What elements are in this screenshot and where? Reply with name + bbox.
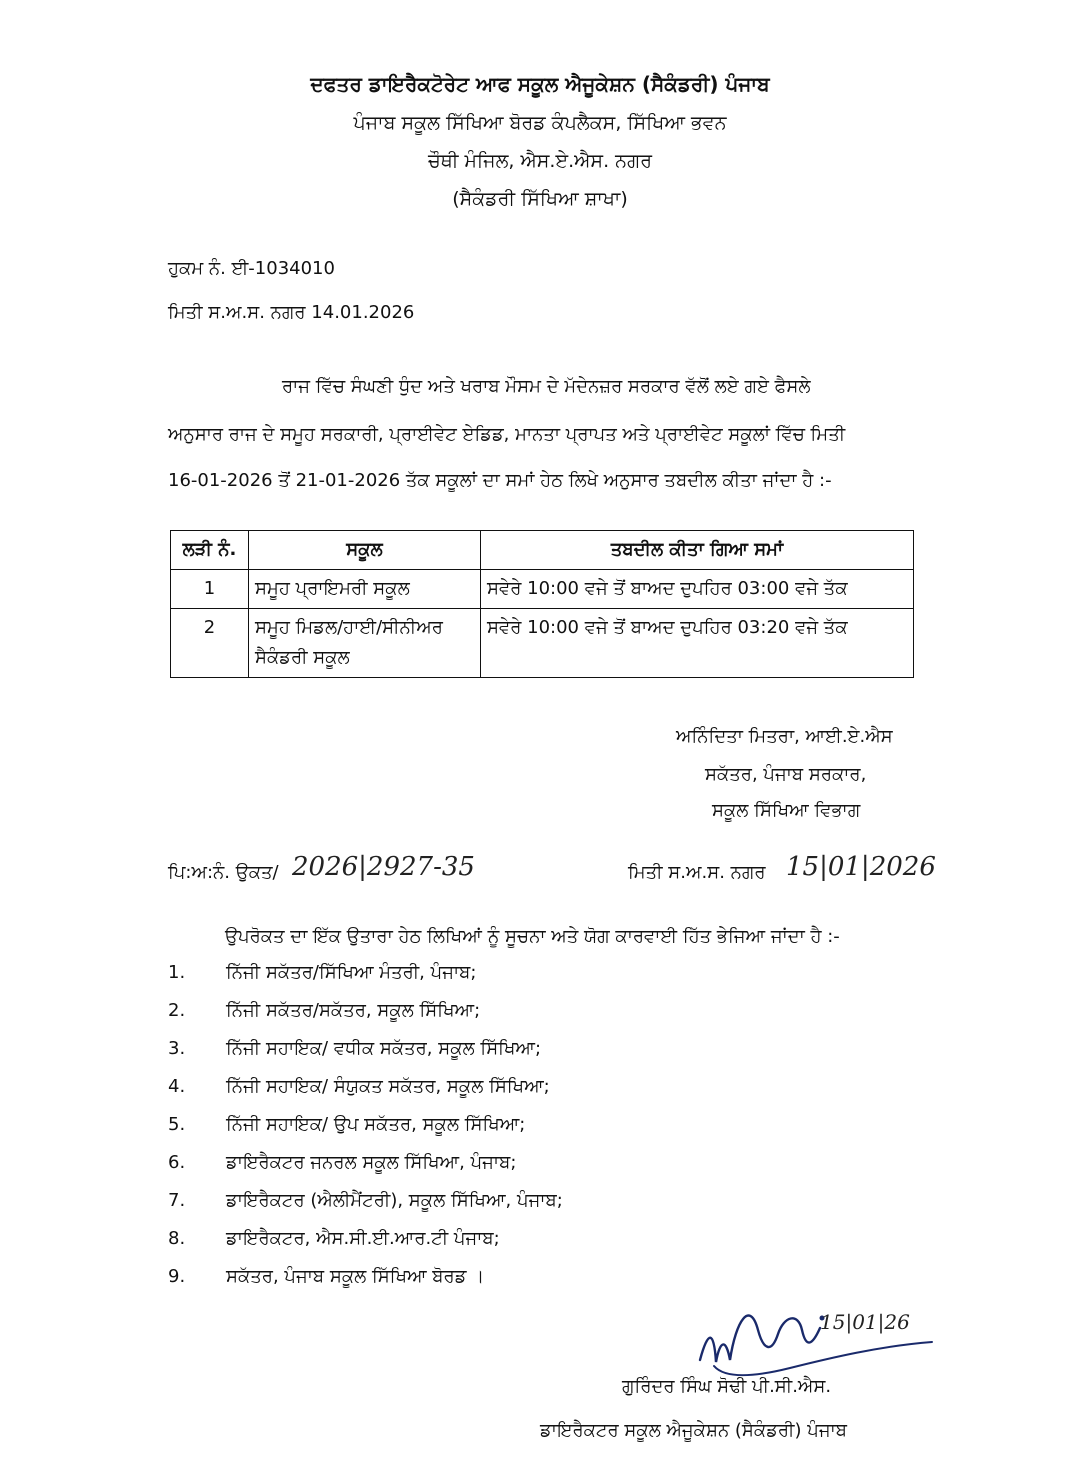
- signatory1-designation: ਸਕੱਤਰ, ਪੰਜਾਬ ਸਰਕਾਰ,: [705, 764, 867, 785]
- endorsement-date-label: ਮਿਤੀ ਸ.ਅ.ਸ. ਨਗਰ: [628, 862, 766, 883]
- endorsement-ref-label: ਪਿ:ਅ:ਨੰ. ਉਕਤ/: [168, 862, 279, 883]
- list-item: [168, 1038, 563, 1076]
- list-item-number: 8.: [168, 1228, 186, 1249]
- order-date: ਮਿਤੀ ਸ.ਅ.ਸ. ਨਗਰ 14.01.2026: [168, 302, 415, 323]
- branch-name: (ਸੈਕੰਡਰੀ ਸਿੱਖਿਆ ਸ਼ਾਖਾ): [452, 188, 628, 210]
- list-item: [168, 1228, 563, 1266]
- list-item: [168, 962, 563, 1000]
- endorsement-ref-handwritten: 2026|2927-35: [292, 852, 475, 882]
- list-item: [168, 1000, 563, 1038]
- col-header-time: ਤਬਦੀਲ ਕੀਤਾ ਗਿਆ ਸਮਾਂ: [481, 531, 914, 570]
- list-item-number: 6.: [168, 1152, 186, 1173]
- list-item-number: 3.: [168, 1038, 186, 1059]
- list-item-text: ਸਕੱਤਰ, ਪੰਜਾਬ ਸਕੂਲ ਸਿੱਖਿਆ ਬੋਰਡ ।: [226, 1266, 485, 1287]
- body-line-3: 16-01-2026 ਤੋਂ 21-01-2026 ਤੱਕ ਸਕੂਲਾਂ ਦਾ ਸਮਾਂ ਹੇਠ ਲਿਖੇ ਅਨੁਸਾਰ ਤਬਦੀਲ ਕੀਤਾ ਜਾਂਦਾ ਹੈ :-: [168, 470, 832, 491]
- office-address-line1: ਪੰਜਾਬ ਸਕੂਲ ਸਿੱਖਿਆ ਬੋਰਡ ਕੰਪਲੈਕਸ, ਸਿੱਖਿਆ ਭਵਨ: [353, 112, 727, 134]
- table-row: [171, 609, 914, 678]
- list-item: [168, 1266, 563, 1304]
- list-item-number: 9.: [168, 1266, 186, 1287]
- list-item-number: 7.: [168, 1190, 186, 1211]
- schedule-table: [170, 530, 914, 678]
- list-item-text: ਡਾਇਰੈਕਟਰ ਜਨਰਲ ਸਕੂਲ ਸਿੱਖਿਆ, ਪੰਜਾਬ;: [226, 1152, 517, 1173]
- list-item-text: ਨਿੱਜੀ ਸਹਾਇਕ/ ਸੰਯੁਕਤ ਸਕੱਤਰ, ਸਕੂਲ ਸਿੱਖਿਆ;: [226, 1076, 550, 1097]
- signatory1-department: ਸਕੂਲ ਸਿੱਖਿਆ ਵਿਭਾਗ: [712, 800, 861, 821]
- order-number: ਹੁਕਮ ਨੰ. ਈ-1034010: [168, 258, 335, 279]
- list-item-number: 2.: [168, 1000, 186, 1021]
- office-title: ਦਫਤਰ ਡਾਇਰੈਕਟੋਰੇਟ ਆਫ ਸਕੂਲ ਐਜੂਕੇਸ਼ਨ (ਸੈਕੰਡਰੀ) ਪੰਜਾਬ: [310, 72, 770, 96]
- list-item-text: ਨਿੱਜੀ ਸਕੱਤਰ/ਸਿੱਖਿਆ ਮੰਤਰੀ, ਪੰਜਾਬ;: [226, 962, 477, 983]
- cell-school-line2: ਸੈਕੰਡਰੀ ਸਕੂਲ: [255, 647, 350, 668]
- recipient-list: [168, 962, 563, 1304]
- table-row: [171, 570, 914, 609]
- cell-school-line1: ਸਮੂਹ ਮਿਡਲ/ਹਾਈ/ਸੀਨੀਅਰ: [255, 617, 443, 638]
- cell-time: ਸਵੇਰੇ 10:00 ਵਜੇ ਤੋਂ ਬਾਅਦ ਦੁਪਹਿਰ 03:00 ਵਜੇ ਤੱਕ: [481, 570, 914, 609]
- signatory1-name: ਅਨਿੰਦਿਤਾ ਮਿਤਰਾ, ਆਈ.ਏ.ਐਸ: [676, 726, 893, 747]
- signatory2-designation: ਡਾਇਰੈਕਟਰ ਸਕੂਲ ਐਜੂਕੇਸ਼ਨ (ਸੈਕੰਡਰੀ) ਪੰਜਾਬ: [540, 1420, 847, 1441]
- cell-time: ਸਵੇਰੇ 10:00 ਵਜੇ ਤੋਂ ਬਾਅਦ ਦੁਪਹਿਰ 03:20 ਵਜੇ ਤੱਕ: [481, 609, 914, 678]
- list-item: [168, 1114, 563, 1152]
- endorsement-intro: ਉਪਰੋਕਤ ਦਾ ਇੱਕ ਉਤਾਰਾ ਹੇਠ ਲਿਖਿਆਂ ਨੂੰ ਸੂਚਨਾ ਅਤੇ ਯੋਗ ਕਾਰਵਾਈ ਹਿੱਤ ਭੇਜਿਆ ਜਾਂਦਾ ਹੈ :-: [225, 926, 840, 947]
- signature-date-handwritten: 15|01|26: [820, 1310, 910, 1334]
- col-header-school: ਸਕੂਲ: [249, 531, 481, 570]
- table-header-row: [171, 531, 914, 570]
- list-item: [168, 1152, 563, 1190]
- list-item-text: ਨਿੱਜੀ ਸਕੱਤਰ/ਸਕੱਤਰ, ਸਕੂਲ ਸਿੱਖਿਆ;: [226, 1000, 481, 1021]
- list-item-number: 5.: [168, 1114, 186, 1135]
- list-item-text: ਨਿੱਜੀ ਸਹਾਇਕ/ ਵਧੀਕ ਸਕੱਤਰ, ਸਕੂਲ ਸਿੱਖਿਆ;: [226, 1038, 542, 1059]
- list-item: [168, 1190, 563, 1228]
- list-item-text: ਡਾਇਰੈਕਟਰ (ਐਲੀਮੈਂਟਰੀ), ਸਕੂਲ ਸਿੱਖਿਆ, ਪੰਜਾਬ;: [226, 1190, 563, 1211]
- body-line-2: ਅਨੁਸਾਰ ਰਾਜ ਦੇ ਸਮੂਹ ਸਰਕਾਰੀ, ਪ੍ਰਾਈਵੇਟ ਏਡਿਡ, ਮਾਨਤਾ ਪ੍ਰਾਪਤ ਅਤੇ ਪ੍ਰਾਈਵੇਟ ਸਕੂਲਾਂ ਵਿੱਚ ਮਿਤੀ: [168, 424, 846, 445]
- signatory2-name: ਗੁਰਿੰਦਰ ਸਿੰਘ ਸੋਢੀ ਪੀ.ਸੀ.ਐਸ.: [622, 1376, 832, 1397]
- endorsement-date-handwritten: 15|01|2026: [786, 852, 936, 882]
- col-header-serial: ਲੜੀ ਨੰ.: [171, 531, 249, 570]
- office-address-line2: ਚੌਥੀ ਮੰਜਿਲ, ਐਸ.ਏ.ਐਸ. ਨਗਰ: [427, 150, 653, 172]
- body-line-1: ਰਾਜ ਵਿੱਚ ਸੰਘਣੀ ਧੁੰਦ ਅਤੇ ਖਰਾਬ ਮੌਸਮ ਦੇ ਮੱਦੇਨਜ਼ਰ ਸਰਕਾਰ ਵੱਲੋਂ ਲਏ ਗਏ ਫੈਸਲੇ: [282, 376, 811, 397]
- list-item: [168, 1076, 563, 1114]
- cell-school: ਸਮੂਹ ਪ੍ਰਾਇਮਰੀ ਸਕੂਲ: [249, 570, 481, 609]
- list-item-number: 1.: [168, 962, 186, 983]
- list-item-number: 4.: [168, 1076, 186, 1097]
- list-item-text: ਨਿੱਜੀ ਸਹਾਇਕ/ ਉਪ ਸਕੱਤਰ, ਸਕੂਲ ਸਿੱਖਿਆ;: [226, 1114, 526, 1135]
- cell-school: [249, 609, 481, 678]
- cell-serial: 2: [171, 609, 249, 678]
- list-item-text: ਡਾਇਰੈਕਟਰ, ਐਸ.ਸੀ.ਈ.ਆਰ.ਟੀ ਪੰਜਾਬ;: [226, 1228, 500, 1249]
- cell-serial: 1: [171, 570, 249, 609]
